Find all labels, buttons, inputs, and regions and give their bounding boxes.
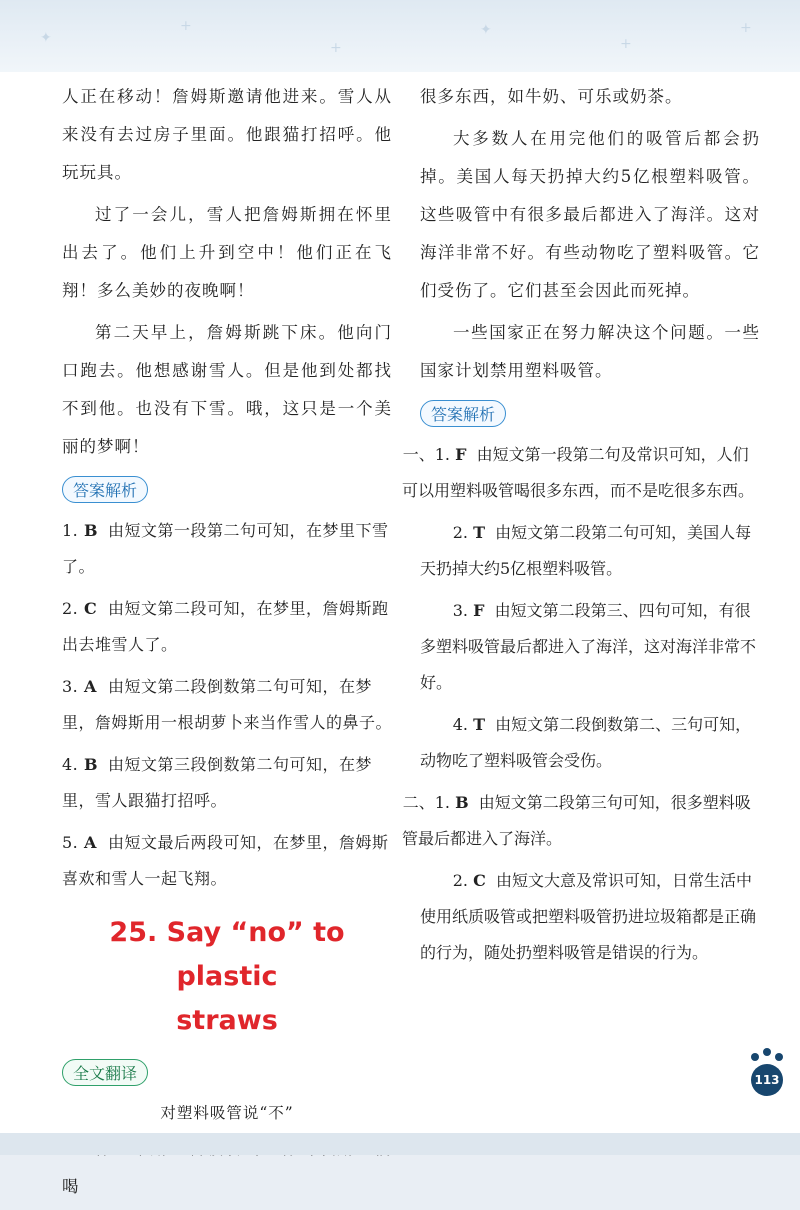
- answer-analysis-badge: 答案解析: [420, 400, 506, 427]
- answer-analysis-badge: 答案解析: [62, 476, 148, 503]
- answer-item: [62, 591, 392, 663]
- lesson-title: [62, 911, 392, 1043]
- answer-number: 4.: [452, 715, 468, 734]
- answer-key: B: [455, 793, 469, 812]
- answer-number: 3.: [62, 677, 79, 696]
- answer-number: 1.: [62, 521, 79, 540]
- answer-key: F: [473, 601, 485, 620]
- story-paragraph: 大多数人在用完他们的吸管后都会扔掉。美国人每天扔掉大约5亿根塑料吸管。这些吸管中有很多最后都进入了海洋。这对海洋非常不好。有些动物吃了塑料吸管。它们受伤了。它们甚至会因此而死掉。: [420, 129, 760, 300]
- answer-number: 一、1.: [402, 445, 450, 464]
- full-translation-badge: 全文翻译: [62, 1059, 148, 1086]
- paw-toe-icon: [763, 1048, 771, 1056]
- top-decoration-band: [0, 0, 800, 72]
- story-paragraph: 过了一会儿，雪人把詹姆斯拥在怀里出去了。他们上升到空中！他们正在飞翔！多么美妙的夜晚啊！: [62, 205, 392, 300]
- answer-key: C: [84, 599, 98, 618]
- sparkle-icon: +: [620, 36, 632, 52]
- answer-number: 4.: [62, 755, 79, 774]
- story-paragraph: 第二天早上，詹姆斯跳下床。他向门口跑去。他想感谢雪人。但是他到处都找不到他。也没有下雪。哦，这只是一个美丽的梦啊！: [62, 323, 392, 456]
- translation-paragraph: 喝: [62, 1177, 80, 1196]
- story-paragraph: 一些国家正在努力解决这个问题。一些国家计划禁用塑料吸管。: [420, 323, 760, 380]
- answer-number: 二、1.: [402, 793, 450, 812]
- answer-item: [62, 747, 392, 819]
- answer-item: [62, 513, 392, 585]
- answer-number: 2.: [452, 871, 468, 890]
- answer-text: 由短文第一段第二句可知，在梦里下雪了。: [62, 521, 389, 576]
- sparkle-icon: +: [740, 20, 752, 36]
- answer-text: 由短文第二段可知，在梦里，詹姆斯跑出去堆雪人了。: [62, 599, 389, 654]
- translation-title: 对塑料吸管说“不”: [160, 1104, 294, 1122]
- answer-number: 5.: [62, 833, 79, 852]
- answer-key: A: [84, 833, 97, 852]
- answer-key: C: [473, 871, 486, 890]
- answer-key: B: [84, 521, 99, 540]
- answer-text: 由短文大意及常识可知，日常生活中使用纸质吸管或把塑料吸管扔进垃圾箱都是正确的行为，随处扔塑料吸管是错误的行为。: [420, 871, 757, 962]
- answer-number: 3.: [452, 601, 468, 620]
- answer-key: A: [84, 677, 97, 696]
- sparkle-icon: ✦: [40, 30, 52, 46]
- answer-item: [62, 825, 392, 897]
- answer-item: [420, 863, 760, 971]
- answer-key: B: [84, 755, 99, 774]
- paw-toe-icon: [775, 1053, 783, 1061]
- sparkle-icon: +: [180, 18, 192, 34]
- answer-item: [402, 437, 760, 509]
- page-number: 113: [751, 1064, 783, 1096]
- answer-text: 由短文最后两段可知，在梦里，詹姆斯喜欢和雪人一起飞翔。: [62, 833, 389, 888]
- answer-key: T: [473, 715, 485, 734]
- answer-text: 由短文第二段第三、四句可知，有很多塑料吸管最后都进入了海洋，这对海洋非常不好。: [420, 601, 757, 692]
- answer-item: [420, 593, 760, 701]
- answer-text: 由短文第二段第三句可知，很多塑料吸管最后都进入了海洋。: [402, 793, 751, 848]
- story-paragraph: 很多东西，如牛奶、可乐或奶茶。: [420, 87, 683, 106]
- left-column: [62, 78, 392, 1210]
- lesson-title-line: straws: [176, 1005, 278, 1036]
- answer-text: 由短文第二段倒数第二句可知，在梦里，詹姆斯用一根胡萝卜来当作雪人的鼻子。: [62, 677, 393, 732]
- answer-text: 由短文第二段倒数第二、三句可知，动物吃了塑料吸管会受伤。: [420, 715, 752, 770]
- right-column: [402, 78, 760, 977]
- answer-item: [420, 515, 760, 587]
- lesson-title-line: 25. Say “no” to plastic: [109, 917, 345, 992]
- answer-text: 由短文第二段第二句可知，美国人每天扔掉大约5亿根塑料吸管。: [420, 523, 752, 578]
- answer-number: 2.: [62, 599, 79, 618]
- paw-toe-icon: [751, 1053, 759, 1061]
- answer-key: F: [455, 445, 467, 464]
- answer-item: [402, 785, 760, 857]
- answer-number: 2.: [452, 523, 468, 542]
- answer-key: T: [473, 523, 485, 542]
- bottom-decoration-band: [0, 1133, 800, 1155]
- answer-item: [62, 669, 392, 741]
- answer-text: 由短文第三段倒数第二句可知，在梦里，雪人跟猫打招呼。: [62, 755, 373, 810]
- sparkle-icon: ✦: [480, 22, 492, 38]
- story-paragraph: 人正在移动！詹姆斯邀请他进来。雪人从来没有去过房子里面。他跟猫打招呼。他玩玩具。: [62, 87, 392, 182]
- answer-text: 由短文第一段第二句及常识可知，人们可以用塑料吸管喝很多东西，而不是吃很多东西。: [402, 445, 755, 500]
- sparkle-icon: +: [330, 40, 342, 56]
- answer-item: [420, 707, 760, 779]
